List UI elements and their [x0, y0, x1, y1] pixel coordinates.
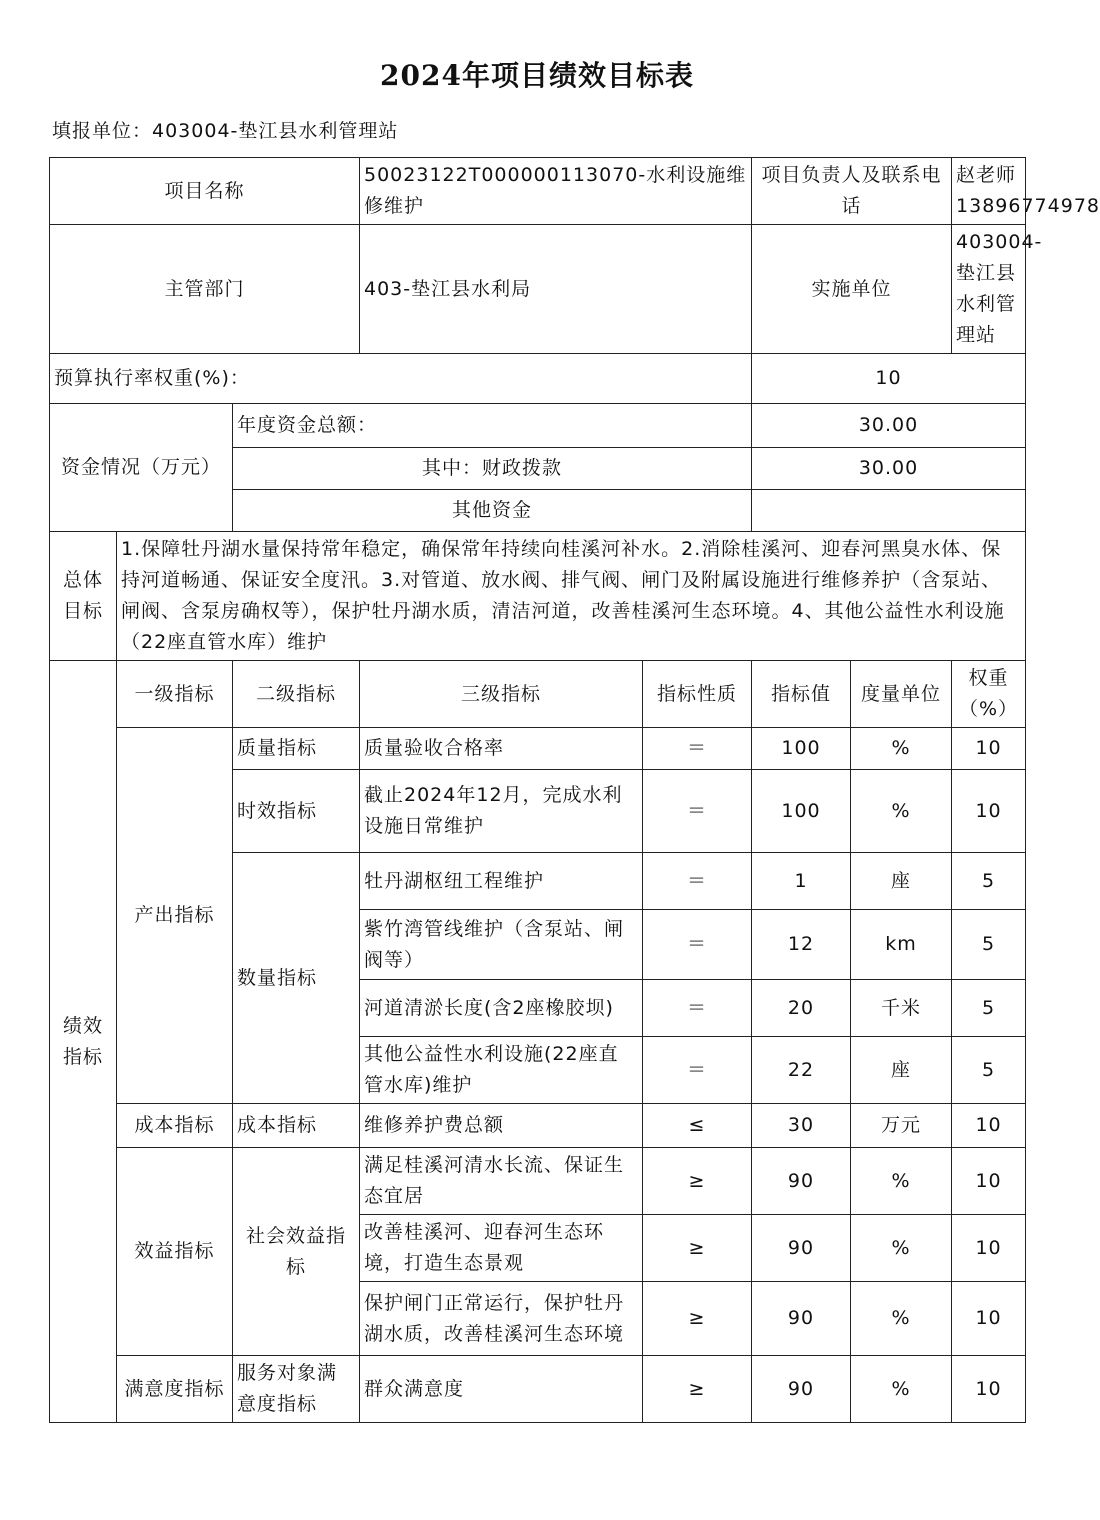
value-cell: 12	[752, 910, 851, 980]
funds-fiscal-value: 30.00	[752, 448, 1026, 490]
value-cell: 1	[752, 853, 851, 910]
level2-quality: 质量指标	[233, 728, 360, 770]
project-name-row	[50, 158, 1026, 225]
level1-satisfaction: 满意度指标	[117, 1356, 233, 1423]
funds-other-label: 其他资金	[233, 490, 752, 532]
level2-service: 服务对象满意度指标	[233, 1356, 360, 1423]
nature-cell: ≤	[643, 1104, 752, 1148]
weight-cell: 10	[952, 770, 1026, 853]
weight-cell: 10	[952, 1215, 1026, 1282]
header-unit: 度量单位	[851, 661, 952, 728]
goal-row	[50, 532, 1026, 661]
level3-text: 维修养护费总额	[360, 1104, 643, 1148]
level1-benefit: 效益指标	[117, 1148, 233, 1356]
level3-text: 其他公益性水利设施(22座直管水库)维护	[360, 1037, 643, 1104]
budget-weight-label: 预算执行率权重(%)：	[50, 354, 752, 404]
nature-cell: ≥	[643, 1148, 752, 1215]
unit-cell: %	[851, 728, 952, 770]
unit-cell: %	[851, 1282, 952, 1356]
indicators-section-label: 绩效指标	[50, 661, 117, 1423]
nature-cell: ＝	[643, 728, 752, 770]
value-cell: 30	[752, 1104, 851, 1148]
goal-text: 1.保障牡丹湖水量保持常年稳定，确保常年持续向桂溪河补水。2.消除桂溪河、迎春河黑臭水体、保持河道畅通、保证安全度汛。3.对管道、放水阀、排气阀、闸门及附属设施进行维修养护（含泵站、闸阀、含泵房确权等），保护牡丹湖水质，清洁河道，改善桂溪河生态环境。4、其他公益性水利设施（22座直管水库）维护	[117, 532, 1026, 661]
value-cell: 20	[752, 980, 851, 1037]
goal-label: 总体目标	[50, 532, 117, 661]
funds-total-row	[50, 404, 1026, 448]
value-cell: 22	[752, 1037, 851, 1104]
table-row	[50, 728, 1026, 770]
contact-label: 项目负责人及联系电话	[752, 158, 952, 225]
project-name-value: 50023122T000000113070-水利设施维修维护	[360, 158, 752, 225]
weight-cell: 10	[952, 1356, 1026, 1423]
nature-cell: ＝	[643, 910, 752, 980]
unit-cell: %	[851, 1356, 952, 1423]
table-row	[50, 1356, 1026, 1423]
weight-cell: 5	[952, 980, 1026, 1037]
weight-cell: 10	[952, 1148, 1026, 1215]
level2-social: 社会效益指标	[233, 1148, 360, 1356]
dept-value: 403-垫江县水利局	[360, 225, 752, 354]
unit-cell: %	[851, 770, 952, 853]
level3-text: 群众满意度	[360, 1356, 643, 1423]
nature-cell: ＝	[643, 1037, 752, 1104]
level3-text: 满足桂溪河清水长流、保证生态宜居	[360, 1148, 643, 1215]
contact-value: 赵老师 13896774978	[952, 158, 1026, 225]
funds-total-value: 30.00	[752, 404, 1026, 448]
weight-cell: 10	[952, 1104, 1026, 1148]
unit-cell: 座	[851, 853, 952, 910]
level3-text: 紫竹湾管线维护（含泵站、闸阀等）	[360, 910, 643, 980]
impl-label: 实施单位	[752, 225, 952, 354]
weight-cell: 5	[952, 1037, 1026, 1104]
level2-quantity: 数量指标	[233, 853, 360, 1104]
nature-cell: ≥	[643, 1215, 752, 1282]
unit-cell: 座	[851, 1037, 952, 1104]
page-title: 2024年项目绩效目标表	[380, 59, 694, 92]
header-level3: 三级指标	[360, 661, 643, 728]
header-nature: 指标性质	[643, 661, 752, 728]
header-level1: 一级指标	[117, 661, 233, 728]
nature-cell: ≥	[643, 1282, 752, 1356]
funds-fiscal-label: 其中：财政拨款	[233, 448, 752, 490]
level3-text: 河道清淤长度(含2座橡胶坝)	[360, 980, 643, 1037]
level2-cost: 成本指标	[233, 1104, 360, 1148]
weight-cell: 5	[952, 910, 1026, 980]
unit-cell: 万元	[851, 1104, 952, 1148]
level3-text: 保护闸门正常运行，保护牡丹湖水质，改善桂溪河生态环境	[360, 1282, 643, 1356]
dept-label: 主管部门	[50, 225, 360, 354]
budget-weight-row	[50, 354, 1026, 404]
nature-cell: ＝	[643, 853, 752, 910]
project-name-label: 项目名称	[50, 158, 360, 225]
value-cell: 90	[752, 1148, 851, 1215]
budget-weight-value: 10	[752, 354, 1026, 404]
table-row	[50, 1148, 1026, 1215]
unit-cell: %	[851, 1215, 952, 1282]
performance-table	[49, 157, 1100, 1423]
funds-total-label: 年度资金总额：	[233, 404, 752, 448]
unit-cell: km	[851, 910, 952, 980]
header-value: 指标值	[752, 661, 851, 728]
value-cell: 100	[752, 770, 851, 853]
dept-row	[50, 225, 1026, 354]
impl-value: 403004-垫江县水利管理站	[952, 225, 1026, 354]
level3-text: 牡丹湖枢纽工程维护	[360, 853, 643, 910]
level1-cost: 成本指标	[117, 1104, 233, 1148]
level2-timeliness: 时效指标	[233, 770, 360, 853]
value-cell: 90	[752, 1356, 851, 1423]
reporting-unit: 填报单位：403004-垫江县水利管理站	[52, 120, 399, 142]
value-cell: 90	[752, 1282, 851, 1356]
level3-text: 改善桂溪河、迎春河生态环境，打造生态景观	[360, 1215, 643, 1282]
header-level2: 二级指标	[233, 661, 360, 728]
value-cell: 100	[752, 728, 851, 770]
unit-cell: 千米	[851, 980, 952, 1037]
nature-cell: ＝	[643, 980, 752, 1037]
level1-output: 产出指标	[117, 728, 233, 1104]
funds-other-value	[752, 490, 1026, 532]
indicator-header-row	[50, 661, 1026, 728]
level3-text: 截止2024年12月，完成水利设施日常维护	[360, 770, 643, 853]
level3-text: 质量验收合格率	[360, 728, 643, 770]
header-weight: 权重（%）	[952, 661, 1026, 728]
nature-cell: ＝	[643, 770, 752, 853]
value-cell: 90	[752, 1215, 851, 1282]
nature-cell: ≥	[643, 1356, 752, 1423]
weight-cell: 10	[952, 1282, 1026, 1356]
unit-cell: %	[851, 1148, 952, 1215]
funds-label: 资金情况（万元）	[50, 404, 233, 532]
weight-cell: 5	[952, 853, 1026, 910]
table-row	[50, 1104, 1026, 1148]
weight-cell: 10	[952, 728, 1026, 770]
